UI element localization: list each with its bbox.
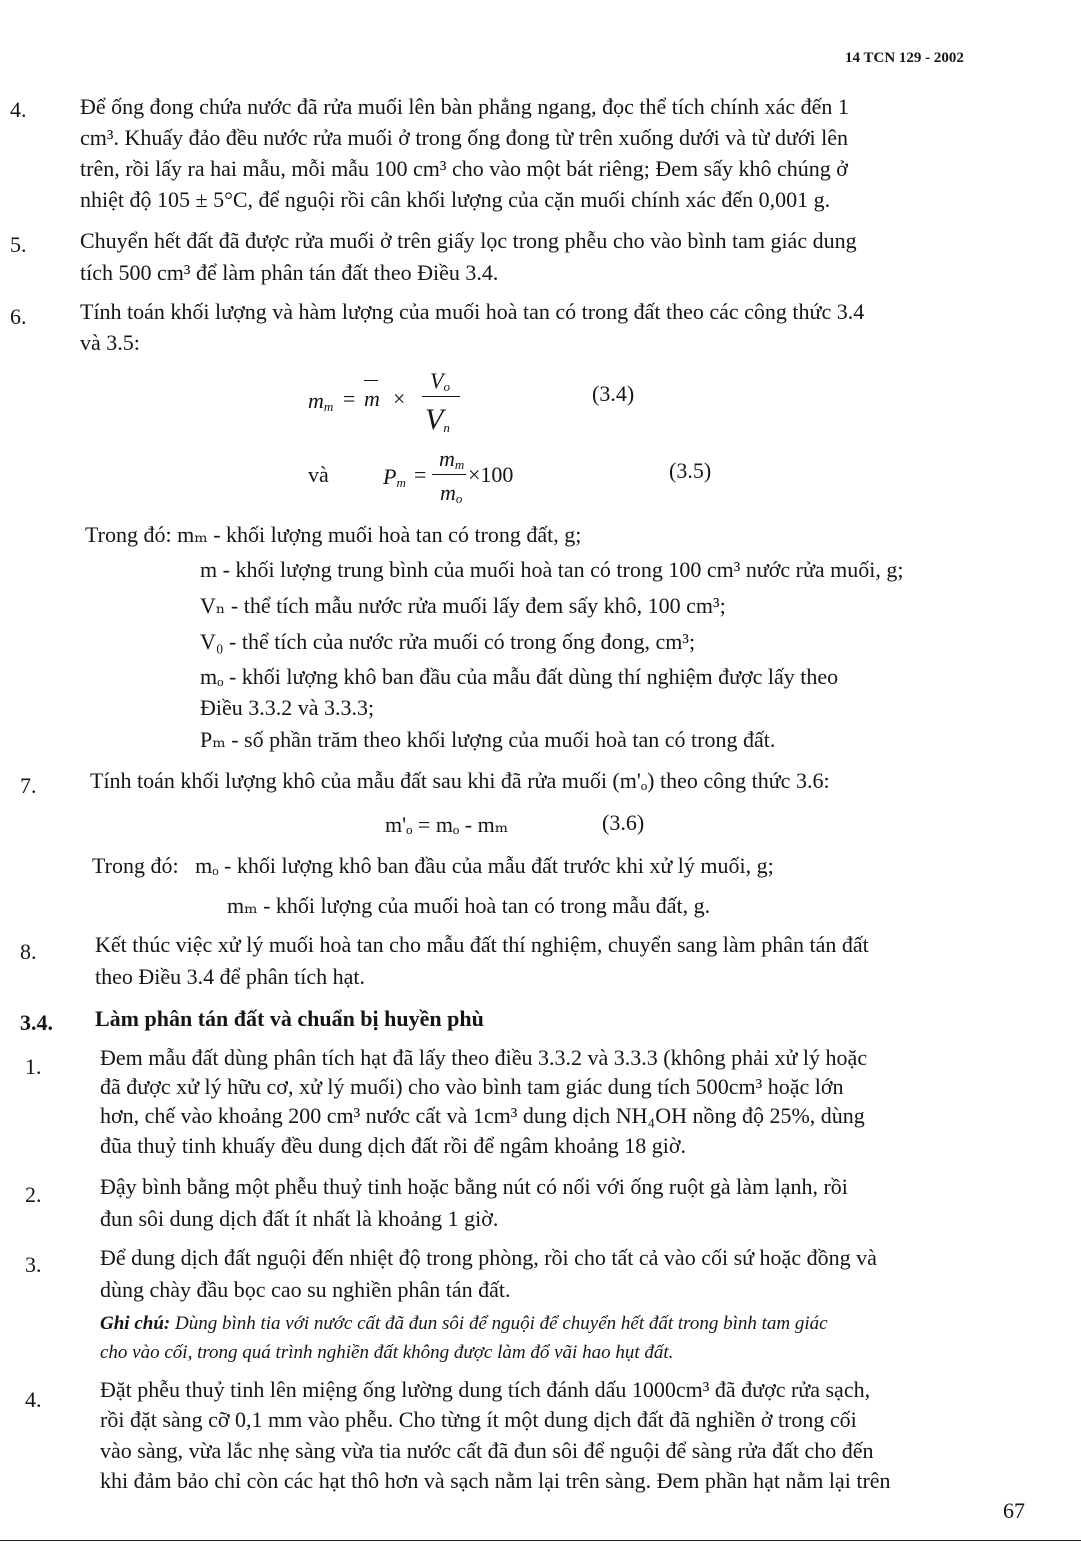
- definition-line: Điều 3.3.2 và 3.3.3;: [200, 695, 375, 720]
- formula-multiplier: ×100: [468, 462, 514, 487]
- step-number: 2.: [25, 1182, 42, 1207]
- note-line: [100, 1309, 1030, 1339]
- definition-line: Vₙ - thể tích mẫu nước rửa muối lấy đem sấy khô, 100 cm³;: [200, 593, 726, 618]
- formula-subscript: o: [455, 491, 463, 506]
- step-number: 4.: [10, 97, 27, 122]
- step-line: Tính toán khối lượng khô của mẫu đất sau khi đã rửa muối (m'ₒ) theo công thức 3.6:: [90, 768, 830, 793]
- note-label: Ghi chú:: [100, 1313, 171, 1334]
- step-line: khi đảm bảo chỉ còn các hạt thô hơn và sạch nằm lại trên sàng. Đem phần hạt nằm lại trên: [100, 1468, 891, 1493]
- step-number: 1.: [25, 1054, 42, 1079]
- step-line: trên, rồi lấy ra hai mẫu, mỗi mẫu 100 cm³ cho vào một bát riêng; Đem sấy khô chúng ở: [80, 156, 848, 181]
- step-number: 3.: [25, 1252, 42, 1277]
- step-line: hơn, chế vào khoảng 200 cm³ nước cất và 1cm³ dung dịch NH₄OH nồng độ 25%, dùng: [100, 1103, 865, 1128]
- step-line: Để dung dịch đất nguội đến nhiệt độ trong phòng, rồi cho tất cả vào cối sứ hoặc đồng và: [100, 1245, 877, 1270]
- step-line: đun sôi dung dịch đất ít nhất là khoảng 1 giờ.: [100, 1206, 499, 1231]
- step-number: 6.: [10, 304, 27, 329]
- step-line: rồi đặt sàng cỡ 0,1 mm vào phễu. Cho từng ít một dung dịch đất đã nghiền ở trong cối: [100, 1407, 857, 1432]
- step-line: dùng chày đầu bọc cao su nghiền phân tán đất.: [100, 1277, 511, 1302]
- fraction-bar: [422, 396, 460, 397]
- note-line: cho vào cối, trong quá trình nghiền đất không được làm đổ vãi hao hụt đất.: [100, 1342, 674, 1363]
- formula-subscript: m: [323, 399, 334, 414]
- step-line: Chuyển hết đất đã được rửa muối ở trên giấy lọc trong phễu cho vào bình tam giác dung: [80, 228, 857, 253]
- step-line: đã được xử lý hữu cơ, xử lý muối) cho vào bình tam giác dung tích 500cm³ hoặc lớn: [100, 1074, 844, 1099]
- formula-subscript: m: [454, 457, 465, 472]
- step-number: 8.: [20, 939, 37, 964]
- definition-line: Trong đó: mₒ - khối lượng khô ban đầu của mẫu đất trước khi xử lý muối, g;: [92, 853, 774, 878]
- equation-number: (3.4): [592, 381, 635, 406]
- formula-subscript: o: [443, 379, 450, 394]
- formula-operator: =: [343, 386, 356, 411]
- formula-var: m: [439, 446, 455, 471]
- section-number: 3.4.: [20, 1010, 53, 1035]
- formula-operator: =: [414, 462, 427, 487]
- overline: [364, 380, 378, 381]
- note-text: Dùng bình tia với nước cất đã đun sôi để nguội để chuyển hết đất trong bình tam giác: [174, 1313, 828, 1334]
- formula-var: m: [308, 388, 324, 413]
- step-line: Đem mẫu đất dùng phân tích hạt đã lấy theo điều 3.3.2 và 3.3.3 (không phải xử lý hoặc: [100, 1045, 868, 1070]
- step-line: và 3.5:: [80, 330, 140, 355]
- formula-var: P: [383, 464, 397, 489]
- step-line: vào sàng, vừa lắc nhẹ sàng vừa tia nước cất đã đun sôi để nguội để sàng rửa đất cho đến: [100, 1438, 874, 1463]
- step-line: nhiệt độ 105 ± 5°C, để nguội rồi cân khối lượng của cặn muối chính xác đến 0,001 g.: [80, 187, 831, 212]
- step-line: Đặt phễu thuỷ tinh lên miệng ống lường dung tích đánh dấu 1000cm³ đã được rửa sạch,: [100, 1377, 871, 1402]
- bottom-rule: [0, 1540, 1081, 1541]
- formula-conjunction: và: [308, 462, 329, 487]
- page-number: 67: [1003, 1498, 1025, 1523]
- step-number: 7.: [20, 773, 37, 798]
- formula-subscript: m: [396, 475, 406, 490]
- formula-3-6: m'ₒ = mₒ - mₘ: [385, 812, 509, 837]
- definition-line: Trong đó: mₘ - khối lượng muối hoà tan có trong đất, g;: [85, 522, 582, 547]
- step-line: Kết thúc việc xử lý muối hoà tan cho mẫu đất thí nghiệm, chuyển sang làm phân tán đất: [95, 932, 869, 957]
- definition-line: m - khối lượng trung bình của muối hoà tan có trong 100 cm³ nước rửa muối, g;: [200, 557, 904, 582]
- step-line: Đậy bình bằng một phễu thuỷ tinh hoặc bằng nút có nối với ống ruột gà làm lạnh, rồi: [100, 1174, 848, 1199]
- definition-line: mₒ - khối lượng khô ban đầu của mẫu đất dùng thí nghiệm được lấy theo: [200, 664, 839, 689]
- formula-operator: ×: [393, 386, 406, 411]
- document-header: 14 TCN 129 - 2002: [845, 50, 964, 66]
- formula-var: V: [425, 403, 444, 436]
- formula-subscript: n: [443, 420, 450, 435]
- equation-number: (3.6): [602, 810, 645, 835]
- definition-line: mₘ - khối lượng của muối hoà tan có trong mẫu đất, g.: [227, 893, 711, 918]
- formula-var: m: [440, 480, 456, 505]
- step-line: Tính toán khối lượng và hàm lượng của muối hoà tan có trong đất theo các công thức 3.4: [80, 299, 865, 324]
- step-line: tích 500 cm³ để làm phân tán đất theo Điều 3.4.: [80, 260, 499, 285]
- step-line: Để ống đong chứa nước đã rửa muối lên bàn phẳng ngang, đọc thể tích chính xác đến 1: [80, 94, 849, 119]
- step-number: 5.: [10, 232, 27, 257]
- step-line: cm³. Khuấy đảo đều nước rửa muối ở trong ống đong từ trên xuống dưới và từ dưới lên: [80, 125, 849, 150]
- definition-line: Pₘ - số phần trăm theo khối lượng của muối hoà tan có trong đất.: [200, 727, 776, 752]
- equation-number: (3.5): [669, 458, 712, 483]
- step-line: theo Điều 3.4 để phân tích hạt.: [95, 964, 366, 989]
- formula-var: V: [430, 368, 444, 393]
- step-number: 4.: [25, 1387, 42, 1412]
- formula-var: m: [364, 386, 380, 411]
- fraction-bar: [432, 474, 466, 475]
- section-title: Làm phân tán đất và chuẩn bị huyền phù: [95, 1006, 484, 1031]
- definition-line: V₀ - thể tích của nước rửa muối có trong ống đong, cm³;: [200, 629, 696, 654]
- step-line: đũa thuỷ tinh khuấy đều dung dịch đất rồi để ngâm khoảng 18 giờ.: [100, 1133, 686, 1158]
